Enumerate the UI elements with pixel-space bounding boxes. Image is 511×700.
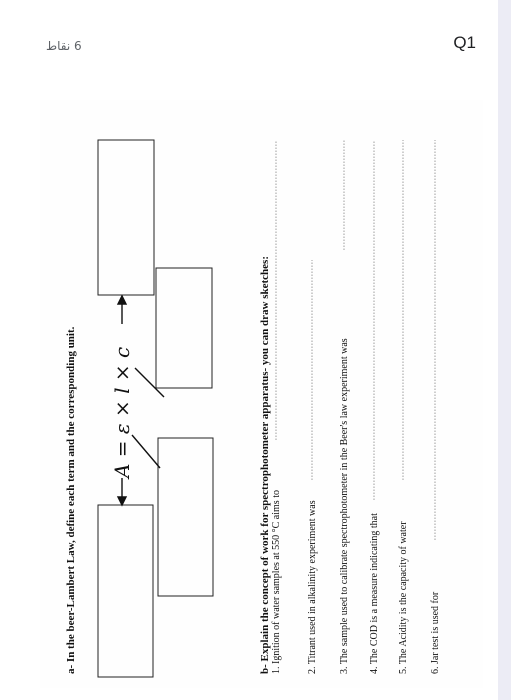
arrow-to-l: [135, 368, 164, 397]
list-item: [430, 140, 441, 674]
question-number: Q1: [453, 33, 476, 52]
list-item: [271, 140, 282, 674]
beer-lambert-formula: A = ε × l × c: [110, 346, 134, 478]
arrow-to-epsilon: [132, 435, 160, 468]
list-item: [369, 140, 380, 674]
svg-text:5. The Acidity is the capacit: 5. The Acidity is the capacity of water: [398, 521, 409, 674]
page-scroll-area[interactable]: [498, 0, 511, 700]
arrow-to-a: [118, 478, 126, 505]
list-item: [398, 140, 409, 674]
svg-text:6. Jar test is used for: 6. Jar test is used for: [430, 591, 441, 674]
answer-box-epsilon: [98, 505, 153, 677]
answer-box-a: [98, 140, 154, 295]
list-item: [307, 260, 318, 674]
svg-text:4. The COD is a measure indic: 4. The COD is a measure indicating that: [369, 513, 380, 674]
answer-box-c: [156, 268, 212, 388]
svg-text:1. Ignition of water samples: 1. Ignition of water samples at 550 °C aims to: [271, 490, 282, 674]
answer-box-l: [158, 438, 213, 596]
svg-text:2. Titrant used in alkalinity: 2. Titrant used in alkalinity experiment was: [307, 500, 318, 674]
section-a-heading: a- In the beer-Lambert Law, define each term and the corresponding unit.: [65, 326, 77, 674]
arrow-to-c: [118, 296, 126, 324]
question-image: [40, 100, 483, 688]
svg-text:3. The sample used to calibra: 3. The sample used to calibrate spectrophotometer in the Beer's law experiment was: [339, 338, 350, 674]
rotated-exam-scan: [40, 100, 483, 688]
list-item: [339, 140, 350, 674]
section-b-heading: b- Explain the concept of work for spectrophotometer apparatus- you can draw sketches:: [259, 256, 271, 674]
question-points: 6 نقاط: [46, 39, 82, 53]
